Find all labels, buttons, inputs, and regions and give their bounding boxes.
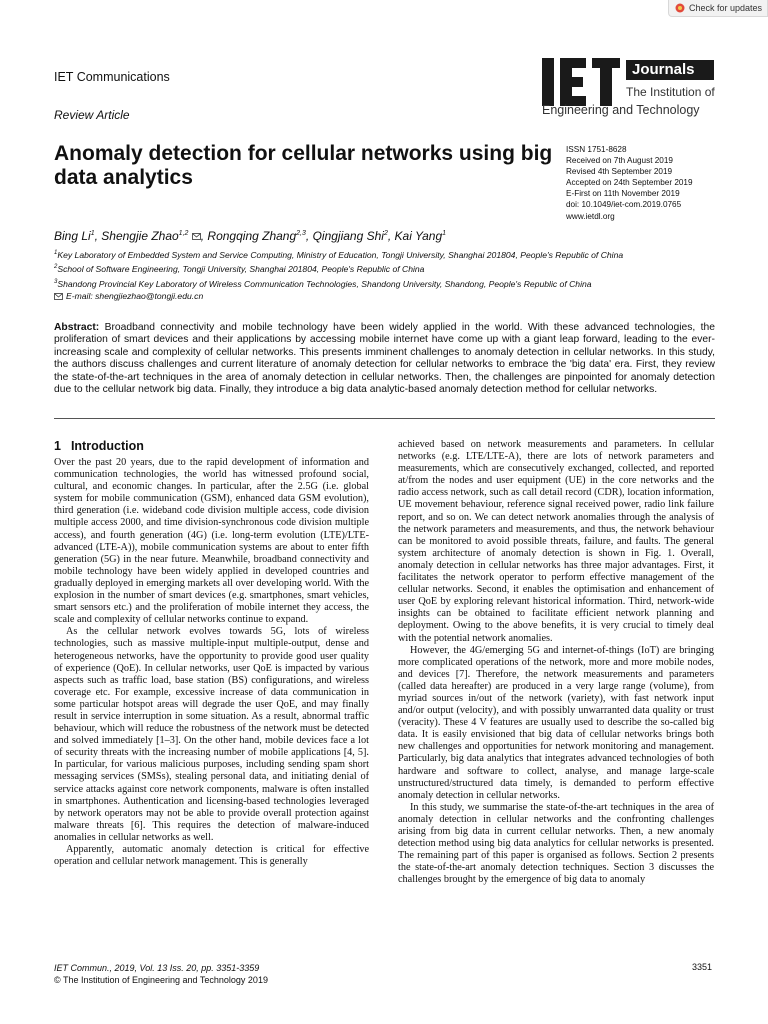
body-column-right [398,439,714,886]
header-divider [54,418,715,419]
abstract-text: Broadband connectivity and mobile technology have been widely applied in the world. With these advanced technologies, the proliferation of smart devices and their applications by accessing mobile internet have come up with a giant leap forward, leading to the ever-increasing scale and complexity of cellular networks. This presents imminent challenges to anomaly detection in cellular networks. In this study, the authors discuss challenges and current literature of anomaly detection for cellular networks to embrace the 'big data' era. First, they review the state-of-the-art techniques in the area of anomaly detection in cellular networks. Then, the challenges are pinpointed for anomaly detection due to the cellular network big data. Finally, they introduce a big data analytic-based anomaly detection method for cellular networks. [54,322,715,396]
author-name: Qingjiang Shi [312,229,384,243]
check-for-updates-button[interactable] [668,0,768,17]
check-for-updates-label: Check for updates [689,3,763,13]
abstract-label: Abstract: [54,322,100,333]
section-number: 1 [54,439,61,453]
iet-logo [540,58,718,122]
author-name: Rongqing Zhang [207,229,297,243]
author-name: Kai Yang [394,229,443,243]
received-date: Received on 7th August 2019 [566,156,673,166]
author-name: Shengjie Zhao [101,229,179,243]
crossmark-icon [675,3,685,13]
article-title: Anomaly detection for cellular networks using big data analytics [54,142,553,189]
email-text[interactable]: E-mail: shengjiezhao@tongji.edu.cn [66,291,204,302]
abstract [54,322,715,396]
page-number: 3351 [692,962,713,972]
envelope-icon [54,293,63,300]
citation-text: IET Commun., 2019, Vol. 13 Iss. 20, pp. 3351-3359 [54,963,260,973]
publication-info [566,144,693,222]
paragraph: As the cellular network evolves towards 5G, lots of wireless technologies, such as massive multiple-input multiple-output, dense and heterogeneous networks, have the opportunity to provide good user quality of experience (QoE). In cellular networks, user QoE is impacted by various aspects such as traffic load, base station (BS) configurations, and wireless coverage etc. For example, excessive increase of data communication in some particular hotspot areas will degrade the user QoE, and may finally result in service interruption in some situation. As a result, abnormal traffic behaviour, which will reduce the robustness of the network must be detected and solved immediately [1–3]. On the other hand, mobile devices face a lot of security threats with the increasing number of mobile applications [4, 5]. In particular, for various malicious purposes, including sending spam short messaging services (SMSs), stealing personal data, and initiating denial of service attacks against core network components, malware is often installed in smartphones. Authentication and licensing-based technologies leveraged by network operators may not be able to provide overall protection against malware threats [6]. This requires the detection of malware-induced anomalies in cellular networks as well. [54,626,369,843]
corresponding-email [54,291,724,303]
paragraph: achieved based on network measurements and parameters. In cellular networks (e.g. LTE/LTE-A), there are lots of network parameters and measurements, which are consecutively exchanged, collected, and reported at/from the nodes and user equipment (UE) in the core networks and the radio access network, such as call detail record (CDR), location information, UE movement behaviour, reference signal received power, radio link failure report, and so on. We can detect network anomalies through the analysis of the network parameters and measurements, and thus, the network behaviour can be monitored to avoid possible threats, failure, and faults. The general system architecture of anomaly detection is shown in Fig. 1. Overall, anomaly detection in cellular networks has three major advantages. First, it facilitates the network operator to perform effective management of the cellular networks. Second, it enables the optimisation and enhancement of user QoE by exploring relevant historical information. Third, network-wide insights can be obtained to facilitate efficient network planning and deployment. Owing to the above benefits, it is very crucial to timely deal with the potential network anomalies. [398,439,714,644]
affiliation: $^3$Shandong Provincial Key Laboratory of Wireless Communication Technologies, Shandong University, Shandong, People's Republic of China [54,278,592,289]
author-name: Bing Li [54,229,91,243]
footer-citation [54,962,268,986]
paragraph: Apparently, automatic anomaly detection is critical for effective operation and cellular network management. This is generally [54,844,369,868]
body-column-left [54,457,369,868]
copyright-text: © The Institution of Engineering and Technology 2019 [54,975,268,985]
logo-journals: Journals [626,60,714,80]
author-list: Bing Li$^1$, Shengjie Zhao$^{1,2}$ , Rongqing Zhang$^{2,3}$, Qingjiang Shi$^2$, Kai Yang$^1$ [54,229,447,243]
logo-institution-line2: Engineering and Technology [542,103,700,117]
journal-name: IET Communications [54,70,170,84]
section-heading-introduction [54,439,144,453]
issn: ISSN 1751-8628 [566,145,627,154]
website-link[interactable]: www.ietdl.org [566,211,615,221]
paragraph: Over the past 20 years, due to the rapid development of information and communication technologies, the world has witnessed profound social, cultural, and economic changes. In particular, after the 2.5G (i.e. global system for mobile communication (GSM), enhanced data GSM evolution), third generation (i.e. wideband code division multiple access, code division multiple access 2000, and time division-synchronous code division multiple access), and fourth generation (4G) (i.e. long-term evolution (LTE)/LTE-advanced (LTE-A)), mobile communication systems are about to enter fifth generation (5G) in the near future. Meanwhile, broadband connectivity and mobile technology have been widely applied in developed countries and gradually deployed in emerging markets all over developing world. With the explosion in the number of smart devices (e.g. smartphones, smart vehicles, smart sensors etc.) and the proliferation of mobile internet they access, the scale and complexity of cellular networks continue to expand. [54,457,369,626]
iet-logo-mark-icon [542,58,620,106]
paragraph: However, the 4G/emerging 5G and internet-of-things (IoT) are bringing more complicated operations of the network, more and more mobile nodes, and devices [7]. Therefore, the network measurements and parameters (called data hereafter) are produced in a very large range (volume), from myriad sources in/out of the network (variety), with fast network input and/or output (velocity), and with possibly unwarranted data quality or trust (veracity). These 4 V features are usually used to describe the so-called big data. It is easily envisioned that big data of cellular networks brings both new challenges and opportunities for network monitoring and management. Particularly, big data analytics that integrates advanced technologies of both hardware and software to collect, analyse, and manage large-scale unstructured/structured data timely, is demanded to perform effective anomaly detection in cellular networks. [398,644,714,801]
accepted-date: Accepted on 24th September 2019 [566,178,693,188]
section-title: Introduction [70,439,144,453]
revised-date: Revised 4th September 2019 [566,167,673,177]
affiliations [54,248,724,304]
affiliation: $^2$School of Software Engineering, Tongji University, Shanghai 201804, People's Republic of China [54,264,425,275]
article-type: Review Article [54,108,130,122]
efirst-date: E-First on 11th November 2019 [566,189,680,199]
doi[interactable]: doi: 10.1049/iet-com.2019.0765 [566,200,682,210]
paragraph: In this study, we summarise the state-of-the-art techniques in the area of anomaly detection in cellular networks and the confronting challenges arising from big data in current cellular networks. Then, a new anomaly detection method using big data analytics for cellular networks is presented. The remaining part of this paper is organised as follows. Section 2 presents the state-of-the-art anomaly detection techniques. Section 3 discusses the challenges brought by the emergence of big data to anomaly [398,801,714,886]
logo-institution-line1: The Institution of [626,85,715,99]
affiliation: $^1$Key Laboratory of Embedded System and Service Computing, Ministry of Education, Tongji University, Shanghai 201804, People's Republic of China [54,249,624,260]
envelope-icon [192,233,201,240]
